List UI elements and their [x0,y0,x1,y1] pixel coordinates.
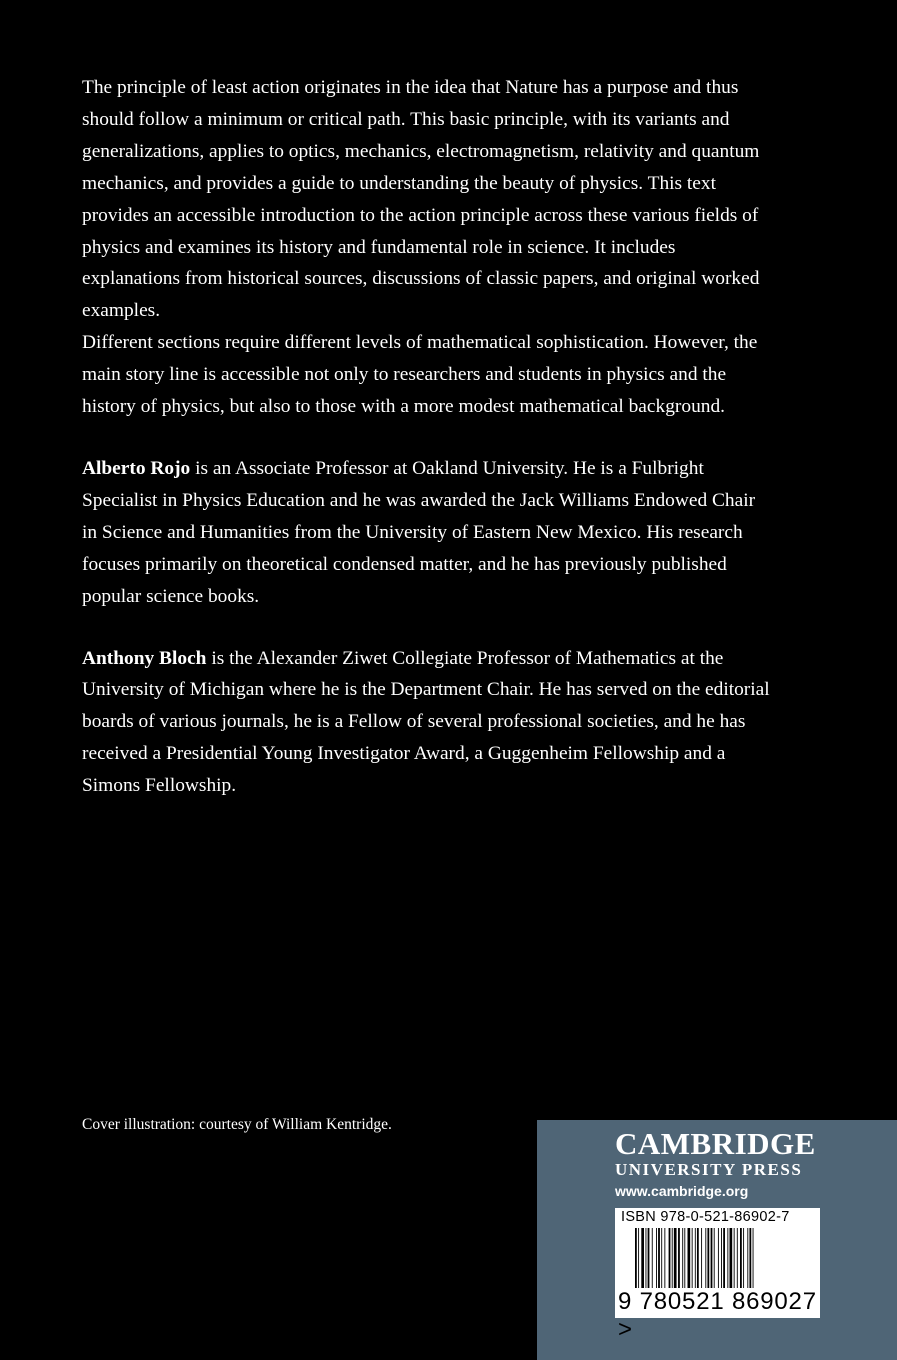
barcode-bar [684,1228,685,1288]
barcode-bar [740,1228,742,1288]
cover-illustration-credit: Cover illustration: courtesy of William Kentridge. [82,1116,392,1133]
author-bio-text: is the Alexander Ziwet Collegiate Professor of Mathematics at the University of Michigan where he is the Department Chair. He has served on the editorial boards of various journals, he is a Fellow of several professional societies, and he has received a Presidential Young Investigator Award, a Guggenheim Fellowship and a Simons Fellowship. [82,647,770,797]
barcode-bar [688,1228,691,1288]
author-name: Anthony Bloch [82,647,207,669]
barcode-bar [743,1228,744,1288]
barcode-bar [638,1228,639,1288]
barcode-bar [734,1228,735,1288]
description-paragraph-2: Different sections require different levels of mathematical sophistication. However, the main story line is accessible not only to researchers and students in physics and the history of physics, but also to those with a more modest mathematical background. [82,332,758,418]
barcode-bars [635,1228,795,1288]
barcode-bar [753,1228,754,1288]
publisher-url: www.cambridge.org [615,1183,749,1199]
barcode-bar [747,1228,748,1288]
barcode-bar [730,1228,733,1288]
description-paragraph-1: The principle of least action originates in the idea that Nature has a purpose and thus should follow a minimum or critical path. This basic principle, with its variants and generalizations, applies to optics, mechanics, electromagnetism, relativity and quantum mechanics, and provides a guide to understanding the beauty of physics. This text provides an accessible introduction to the action principle across these various fields of physics and examines its history and fundamental role in science. It includes explanations from historical sources, discussions of classic papers, and original worked examples. [82,77,760,322]
barcode-bar [697,1228,699,1288]
isbn-label: ISBN 978-0-521-86902-7 [621,1209,790,1225]
publisher-subname: UNIVERSITY PRESS [615,1160,803,1179]
barcode-bar [721,1228,722,1288]
barcode-bar [658,1228,660,1288]
barcode-bar [672,1228,673,1288]
author-name: Alberto Rojo [82,457,191,479]
barcode-bar [727,1228,728,1288]
barcode-bar [661,1228,662,1288]
author-bio-bloch [82,643,772,803]
publisher-panel [537,1120,897,1360]
barcode-bar [652,1228,653,1288]
ean-digits: 9 780521 869027 > [618,1288,817,1343]
author-bio-rojo [82,453,772,613]
barcode-bar [674,1228,677,1288]
author-bio-text: is an Associate Professor at Oakland University. He is a Fulbright Specialist in Physics Education and he was awarded the Jack Williams Endowed Chair in Science and Humanities from the University of Eastern New Mexico. His research focuses primarily on theoretical condensed matter, and he has previously published popular science books. [82,457,756,607]
barcode-bar [692,1228,693,1288]
barcode-bar [718,1228,719,1288]
barcode-bar [707,1228,709,1288]
back-cover-text [82,72,772,802]
barcode-bar [656,1228,657,1288]
barcode-bar [705,1228,706,1288]
barcode [615,1208,820,1343]
barcode-bar [701,1228,702,1288]
barcode-bar [635,1228,637,1288]
barcode-bar [641,1228,644,1288]
barcode-bar [737,1228,738,1288]
barcode-bar [646,1228,647,1288]
barcode-bar [664,1228,665,1288]
barcode-bar [749,1228,751,1288]
barcode-bar [648,1228,650,1288]
barcode-bar [711,1228,713,1288]
barcode-bar [714,1228,715,1288]
publisher-name: CAMBRIDGE [615,1126,816,1161]
barcode-bar [682,1228,683,1288]
barcode-bar [695,1228,696,1288]
barcode-bar [678,1228,680,1288]
barcode-bar [669,1228,671,1288]
barcode-bar [723,1228,725,1288]
